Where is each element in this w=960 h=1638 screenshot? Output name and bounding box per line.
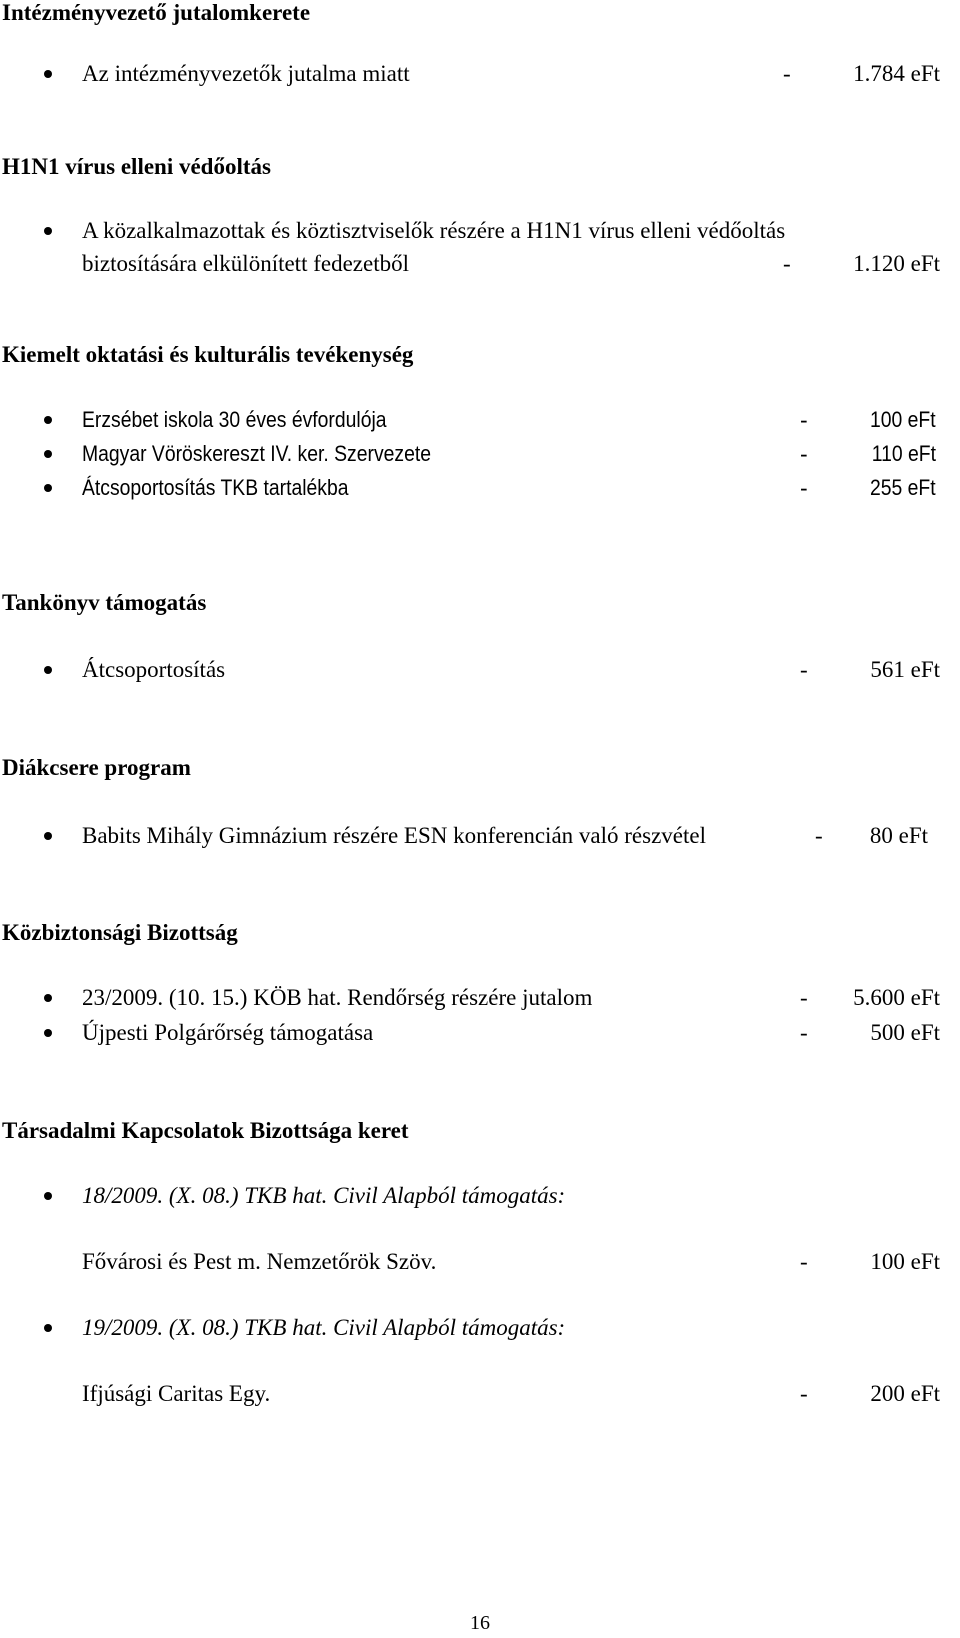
list-item [0, 1182, 940, 1212]
item-dash: - [783, 251, 791, 276]
section-heading-h1n1: H1N1 vírus elleni védőoltás [2, 154, 271, 179]
item-amount: 100 eFt [870, 1249, 940, 1274]
section-heading-tankonyv: Tankönyv támogatás [2, 590, 207, 615]
bullet-icon [44, 416, 52, 424]
item-amount: 500 eFt [870, 1020, 940, 1045]
section-heading-tarsadalmi: Társadalmi Kapcsolatok Bizottsága keret [2, 1118, 409, 1143]
item-label: Újpesti Polgárőrség támogatása [82, 1020, 374, 1045]
item-dash: - [800, 441, 808, 467]
list-item [0, 1380, 940, 1410]
item-label: Átcsoportosítás [82, 657, 226, 682]
item-label: 18/2009. (X. 08.) TKB hat. Civil Alapból támogatás: [82, 1183, 566, 1208]
item-dash: - [800, 1249, 808, 1274]
list-item [0, 1248, 940, 1278]
list-item [0, 474, 940, 504]
item-amount: 200 eFt [870, 1381, 940, 1406]
item-dash: - [815, 823, 823, 848]
bullet-icon [44, 1029, 52, 1037]
bullet-icon [44, 666, 52, 674]
list-item [0, 822, 940, 852]
item-amount: 80 eFt [869, 823, 928, 848]
bullet-icon [44, 1324, 52, 1332]
item-label: Fővárosi és Pest m. Nemzetőrök Szöv. [82, 1249, 437, 1274]
item-label-line2: biztosítására elkülönített fedezetből [82, 251, 409, 276]
list-item [0, 60, 940, 90]
item-amount: 1.784 eFt [853, 61, 940, 86]
item-dash: - [800, 475, 808, 501]
item-dash: - [800, 407, 808, 433]
item-label: Az intézményvezetők jutalma miatt [82, 61, 410, 86]
item-dash: - [800, 985, 808, 1010]
list-item [0, 406, 940, 436]
bullet-icon [44, 484, 52, 492]
item-label: Magyar Vöröskereszt IV. ker. Szervezete [82, 441, 432, 466]
page-number: 16 [470, 1612, 490, 1634]
item-label: Babits Mihály Gimnázium részére ESN konferencián való részvétel [82, 823, 706, 848]
item-label: 23/2009. (10. 15.) KÖB hat. Rendőrség részére jutalom [82, 985, 593, 1010]
bullet-icon [44, 227, 52, 235]
item-amount: 110 eFt [871, 441, 936, 466]
bullet-icon [44, 1192, 52, 1200]
item-label: Ifjúsági Caritas Egy. [82, 1381, 271, 1406]
item-amount: 561 eFt [870, 657, 940, 682]
item-amount: 100 eFt [870, 407, 936, 432]
item-amount: 255 eFt [870, 475, 936, 500]
list-item [0, 984, 940, 1014]
section-heading-diakcsere: Diákcsere program [2, 755, 191, 780]
item-amount: 1.120 eFt [853, 251, 940, 276]
item-dash: - [783, 61, 791, 86]
item-amount: 5.600 eFt [853, 985, 940, 1010]
item-label: Erzsébet iskola 30 éves évfordulója [82, 407, 387, 432]
list-item [0, 656, 940, 686]
list-item [0, 1314, 940, 1344]
list-item [0, 217, 940, 279]
item-dash: - [800, 1381, 808, 1406]
item-label: 19/2009. (X. 08.) TKB hat. Civil Alapból támogatás: [82, 1315, 566, 1340]
section-heading-intezmenyvezeto: Intézményvezető jutalomkerete [2, 0, 311, 25]
bullet-icon [44, 70, 52, 78]
item-dash: - [800, 657, 808, 682]
section-heading-kiemelt: Kiemelt oktatási és kulturális tevékenység [2, 342, 414, 367]
item-dash: - [800, 1020, 808, 1045]
bullet-icon [44, 994, 52, 1002]
bullet-icon [44, 450, 52, 458]
list-item [0, 440, 940, 470]
item-label: Átcsoportosítás TKB tartalékba [82, 475, 349, 500]
list-item [0, 1019, 940, 1049]
item-label-line1: A közalkalmazottak és köztisztviselők részére a H1N1 vírus elleni védőoltás [82, 218, 786, 243]
bullet-icon [44, 832, 52, 840]
section-heading-kozbiztonsagi: Közbiztonsági Bizottság [2, 920, 238, 945]
